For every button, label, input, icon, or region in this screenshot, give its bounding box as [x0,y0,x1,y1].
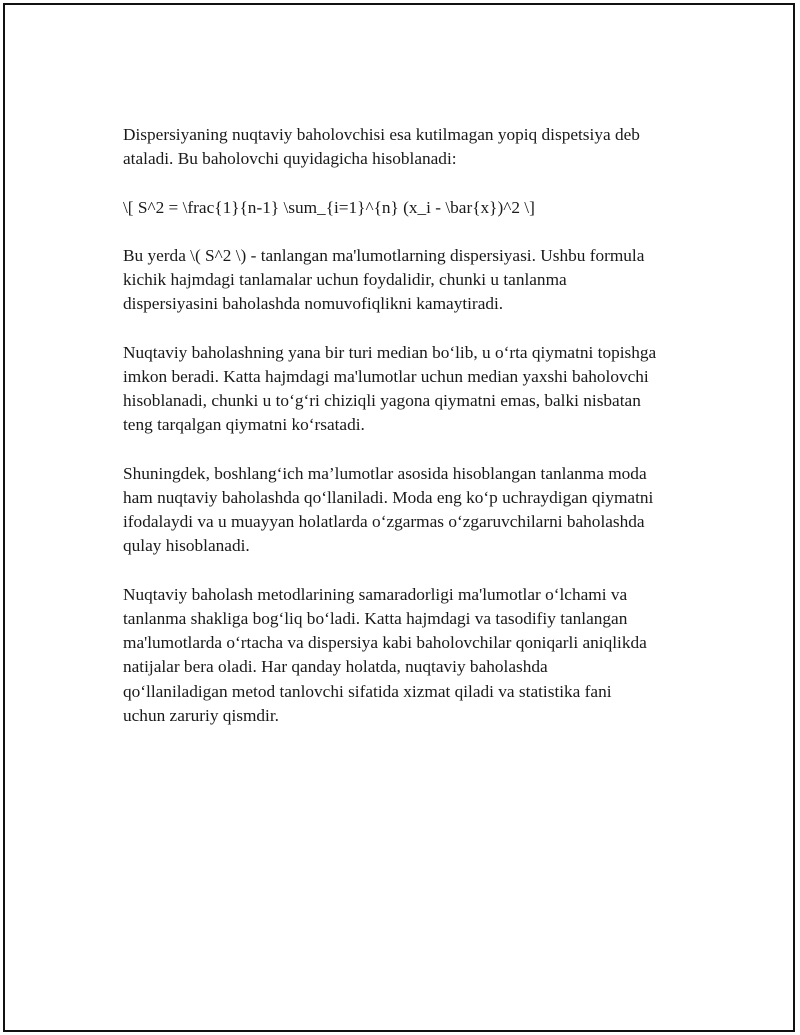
paragraph-conclusion: Nuqtaviy baholash metodlarining samaradorligi ma'lumotlar o‘lchami va tanlanma shakliga bog‘liq bo‘ladi. Katta hajmdagi va tasodifiy tanlangan ma'lumotlarda o‘rtacha va dispersiya kabi baholovchilar qoniqarli aniqlikda natijalar bera oladi. Har qanday holatda, nuqtaviy baholashda qo‘llaniladigan metod tanlovchi sifatida xizmat qiladi va statistika fani uchun zaruriy qismdir. [123,584,647,725]
formula-sample-variance: \[ S^2 = \frac{1}{n-1} \sum_{i=1}^{n} (x_i - \bar{x})^2 \] [123,197,535,217]
paragraph-variance-explanation: Bu yerda \( S^2 \) - tanlangan ma'lumotlarning dispersiyasi. Ushbu formula kichik hajmdagi tanlamalar uchun foydalidir, chunki u tanlanma dispersiyasini baholashda nomuvofiqlikni kamaytiradi. [123,245,645,314]
document-body [123,123,703,752]
page-frame [3,3,795,1032]
paragraph-dispersion-estimator: Dispersiyaning nuqtaviy baholovchisi esa kutilmagan yopiq dispetsiya deb ataladi. Bu baholovchi quyidagicha hisoblanadi: [123,125,640,169]
paragraph-mode: Shuningdek, boshlang‘ich ma’lumotlar asosida hisoblangan tanlanma moda ham nuqtaviy baholashda qo‘llaniladi. Moda eng ko‘p uchraydigan qiymatni ifodalaydi va u muayyan holatlarda o‘zgarmas o‘zgaruvchilarni baholashda qulay hisoblanadi. [123,463,654,556]
paragraph-median: Nuqtaviy baholashning yana bir turi median bo‘lib, u o‘rta qiymatni topishga imkon beradi. Katta hajmdagi ma'lumotlar uchun median yaxshi baholovchi hisoblanadi, chunki u to‘g‘ri chiziqli yagona qiymatni emas, balki nisbatan teng tarqalgan qiymatni ko‘rsatadi. [123,342,657,435]
